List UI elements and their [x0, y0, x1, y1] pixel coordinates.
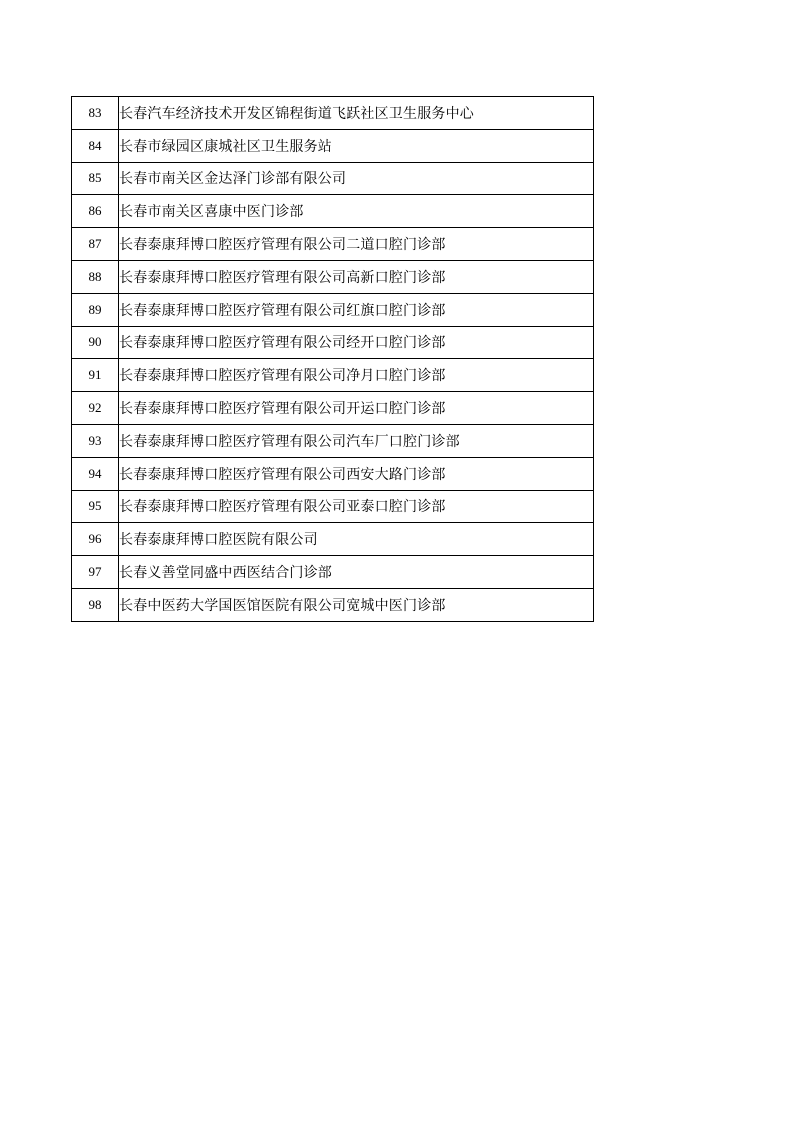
row-number: 96 — [72, 523, 119, 556]
row-number: 91 — [72, 359, 119, 392]
table-row — [72, 359, 594, 392]
row-number: 83 — [72, 97, 119, 130]
table-row — [72, 129, 594, 162]
table-row — [72, 588, 594, 621]
row-number: 89 — [72, 293, 119, 326]
institution-name: 长春义善堂同盛中西医结合门诊部 — [119, 556, 594, 589]
institution-name: 长春泰康拜博口腔医疗管理有限公司亚泰口腔门诊部 — [119, 490, 594, 523]
row-number: 87 — [72, 228, 119, 261]
table-row — [72, 326, 594, 359]
table-row — [72, 97, 594, 130]
table-row — [72, 162, 594, 195]
institution-name: 长春市绿园区康城社区卫生服务站 — [119, 129, 594, 162]
institution-name: 长春泰康拜博口腔医疗管理有限公司高新口腔门诊部 — [119, 260, 594, 293]
institution-name: 长春市南关区喜康中医门诊部 — [119, 195, 594, 228]
row-number: 88 — [72, 260, 119, 293]
institution-name: 长春泰康拜博口腔医疗管理有限公司开运口腔门诊部 — [119, 392, 594, 425]
institution-name: 长春泰康拜博口腔医疗管理有限公司汽车厂口腔门诊部 — [119, 424, 594, 457]
row-number: 92 — [72, 392, 119, 425]
row-number: 85 — [72, 162, 119, 195]
institution-name: 长春泰康拜博口腔医院有限公司 — [119, 523, 594, 556]
table-row — [72, 260, 594, 293]
table-row — [72, 392, 594, 425]
table-row — [72, 523, 594, 556]
row-number: 84 — [72, 129, 119, 162]
table-row — [72, 293, 594, 326]
institution-name: 长春泰康拜博口腔医疗管理有限公司经开口腔门诊部 — [119, 326, 594, 359]
row-number: 90 — [72, 326, 119, 359]
row-number: 95 — [72, 490, 119, 523]
institution-name: 长春中医药大学国医馆医院有限公司宽城中医门诊部 — [119, 588, 594, 621]
row-number: 94 — [72, 457, 119, 490]
row-number: 93 — [72, 424, 119, 457]
row-number: 98 — [72, 588, 119, 621]
institution-name: 长春泰康拜博口腔医疗管理有限公司二道口腔门诊部 — [119, 228, 594, 261]
institution-name: 长春市南关区金达泽门诊部有限公司 — [119, 162, 594, 195]
table-row — [72, 457, 594, 490]
institution-name: 长春汽车经济技术开发区锦程街道飞跃社区卫生服务中心 — [119, 97, 594, 130]
table-row — [72, 228, 594, 261]
institution-name: 长春泰康拜博口腔医疗管理有限公司红旗口腔门诊部 — [119, 293, 594, 326]
table-row — [72, 556, 594, 589]
institution-name: 长春泰康拜博口腔医疗管理有限公司净月口腔门诊部 — [119, 359, 594, 392]
table-row — [72, 490, 594, 523]
row-number: 97 — [72, 556, 119, 589]
row-number: 86 — [72, 195, 119, 228]
table-row — [72, 195, 594, 228]
institution-table — [71, 96, 594, 622]
institution-name: 长春泰康拜博口腔医疗管理有限公司西安大路门诊部 — [119, 457, 594, 490]
institution-table-body — [72, 97, 594, 622]
table-row — [72, 424, 594, 457]
